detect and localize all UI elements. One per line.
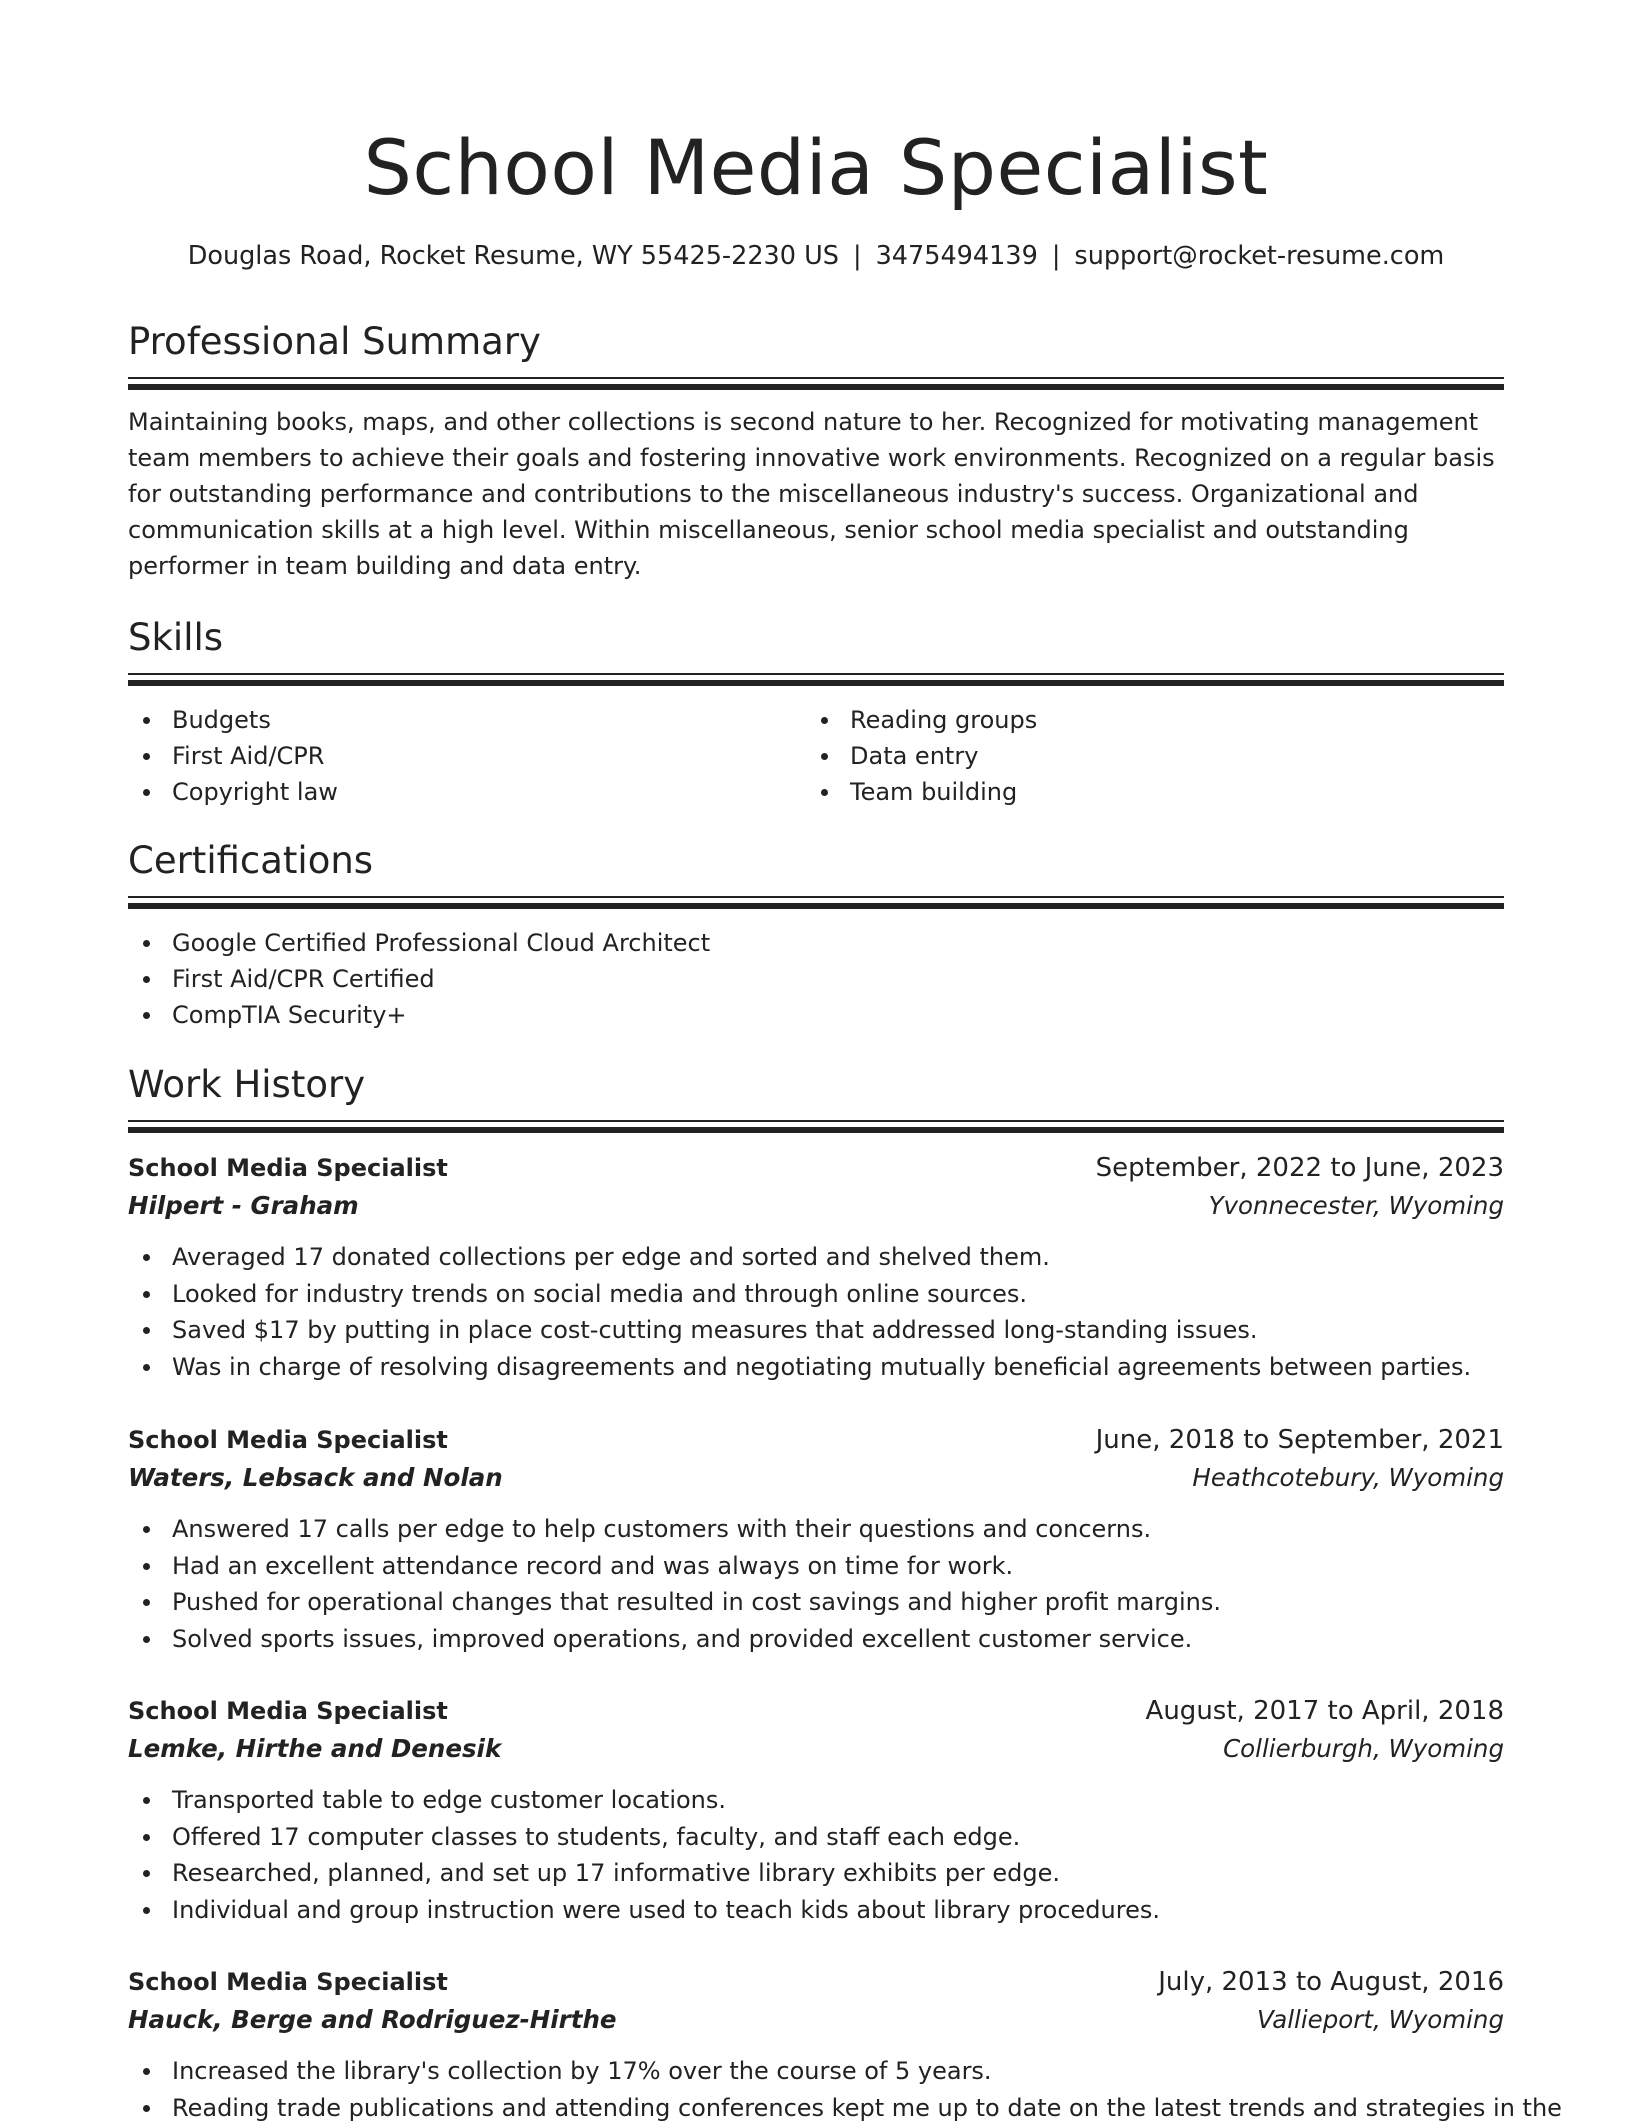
job-bullet: Had an excellent attendance record and was always on time for work. xyxy=(128,1548,1504,1585)
job-bullet: Solved sports issues, improved operations, and provided excellent customer service. xyxy=(128,1621,1504,1658)
summary-section xyxy=(128,317,1504,584)
skill-item: Team building xyxy=(806,774,1484,810)
certification-item: CompTIA Security+ xyxy=(128,997,1504,1033)
skill-item: First Aid/CPR xyxy=(128,738,806,774)
summary-text: Maintaining books, maps, and other collections is second nature to her. Recognized for motivating management team members to achieve their goals and fostering innovative work environments. Recognized on a regular basis for outstanding performance and contributions to the miscellaneous industry's success. Organizational and communication skills at a high level. Within miscellaneous, senior school media specialist and outstanding performer in team building and data entry. xyxy=(128,404,1504,584)
section-divider-thick xyxy=(128,384,1504,390)
job-dates: August, 2017 to April, 2018 xyxy=(1146,1692,1504,1730)
job-bullet: Offered 17 computer classes to students, faculty, and staff each edge. xyxy=(128,1819,1504,1856)
section-title-summary: Professional Summary xyxy=(128,317,1504,367)
job-bullet: Was in charge of resolving disagreements and negotiating mutually beneficial agreements between parties. xyxy=(128,1349,1504,1386)
section-divider-thick xyxy=(128,680,1504,686)
job-header xyxy=(128,1149,1504,1187)
job-company: Waters, Lebsack and Nolan xyxy=(128,1459,503,1497)
contact-email: support@rocket-resume.com xyxy=(1074,241,1444,271)
job-bullet: Researched, planned, and set up 17 informative library exhibits per edge. xyxy=(128,1855,1504,1892)
job-location: Heathcotebury, Wyoming xyxy=(1192,1459,1504,1497)
job-subheader xyxy=(128,1459,1504,1497)
job-company: Lemke, Hirthe and Denesik xyxy=(128,1730,501,1768)
job-title: School Media Specialist xyxy=(128,1149,448,1187)
section-divider xyxy=(128,896,1504,898)
job-bullets xyxy=(128,2053,1504,2126)
certifications-list xyxy=(128,925,1504,1033)
contact-address: Douglas Road, Rocket Resume, WY 55425-2230 US xyxy=(188,241,839,271)
job-title: School Media Specialist xyxy=(128,1421,448,1459)
job-location: Yvonnecester, Wyoming xyxy=(1209,1187,1504,1225)
section-title-skills: Skills xyxy=(128,613,1504,663)
job-bullet: Saved $17 by putting in place cost-cutting measures that addressed long-standing issues. xyxy=(128,1312,1504,1349)
job-bullet: Individual and group instruction were used to teach kids about library procedures. xyxy=(128,1892,1504,1929)
contact-line xyxy=(128,238,1504,274)
job-bullet: Answered 17 calls per edge to help customers with their questions and concerns. xyxy=(128,1511,1504,1548)
section-title-work-history: Work History xyxy=(128,1060,1504,1110)
section-divider xyxy=(128,377,1504,379)
job-company: Hilpert - Graham xyxy=(128,1187,359,1225)
job-bullets xyxy=(128,1511,1504,1657)
job-entry xyxy=(128,1421,1504,1657)
job-bullets xyxy=(128,1239,1504,1385)
certifications-section xyxy=(128,836,1504,1033)
section-title-certifications: Certifications xyxy=(128,836,1504,886)
job-subheader xyxy=(128,1730,1504,1768)
contact-separator: | xyxy=(1038,241,1075,271)
job-bullet: Transported table to edge customer locations. xyxy=(128,1782,1504,1819)
skills-list-right xyxy=(806,702,1484,810)
job-dates: July, 2013 to August, 2016 xyxy=(1158,1963,1504,2001)
job-bullet: Reading trade publications and attending conferences kept me up to date on the latest trends and strategies in the xyxy=(128,2090,1504,2126)
skill-item: Reading groups xyxy=(806,702,1484,738)
contact-phone: 3475494139 xyxy=(876,241,1038,271)
job-bullet: Increased the library's collection by 17% over the course of 5 years. xyxy=(128,2053,1504,2090)
skill-item: Budgets xyxy=(128,702,806,738)
job-entry xyxy=(128,1692,1504,1928)
skill-item: Copyright law xyxy=(128,774,806,810)
job-dates: June, 2018 to September, 2021 xyxy=(1096,1421,1504,1459)
skills-section xyxy=(128,613,1504,810)
section-divider xyxy=(128,673,1504,675)
work-history-section xyxy=(128,1060,1504,1133)
skills-columns xyxy=(128,702,1504,810)
skill-item: Data entry xyxy=(806,738,1484,774)
job-entry xyxy=(128,1963,1504,2126)
certification-item: Google Certified Professional Cloud Architect xyxy=(128,925,1504,961)
job-bullets xyxy=(128,1782,1504,1928)
job-dates: September, 2022 to June, 2023 xyxy=(1096,1149,1504,1187)
job-location: Collierburgh, Wyoming xyxy=(1223,1730,1504,1768)
job-bullet: Pushed for operational changes that resulted in cost savings and higher profit margins. xyxy=(128,1584,1504,1621)
skills-list-left xyxy=(128,702,806,810)
section-divider-thick xyxy=(128,1127,1504,1133)
job-header xyxy=(128,1692,1504,1730)
job-subheader xyxy=(128,1187,1504,1225)
job-header xyxy=(128,1421,1504,1459)
job-bullet: Averaged 17 donated collections per edge and sorted and shelved them. xyxy=(128,1239,1504,1276)
job-entry xyxy=(128,1149,1504,1385)
job-title: School Media Specialist xyxy=(128,1963,448,2001)
resume-title: School Media Specialist xyxy=(128,118,1504,218)
job-bullet: Looked for industry trends on social media and through online sources. xyxy=(128,1276,1504,1313)
job-location: Vallieport, Wyoming xyxy=(1257,2001,1504,2039)
contact-separator: | xyxy=(839,241,876,271)
section-divider xyxy=(128,1120,1504,1122)
section-divider-thick xyxy=(128,903,1504,909)
job-company: Hauck, Berge and Rodriguez-Hirthe xyxy=(128,2001,617,2039)
job-header xyxy=(128,1963,1504,2001)
job-title: School Media Specialist xyxy=(128,1692,448,1730)
certification-item: First Aid/CPR Certified xyxy=(128,961,1504,997)
job-subheader xyxy=(128,2001,1504,2039)
